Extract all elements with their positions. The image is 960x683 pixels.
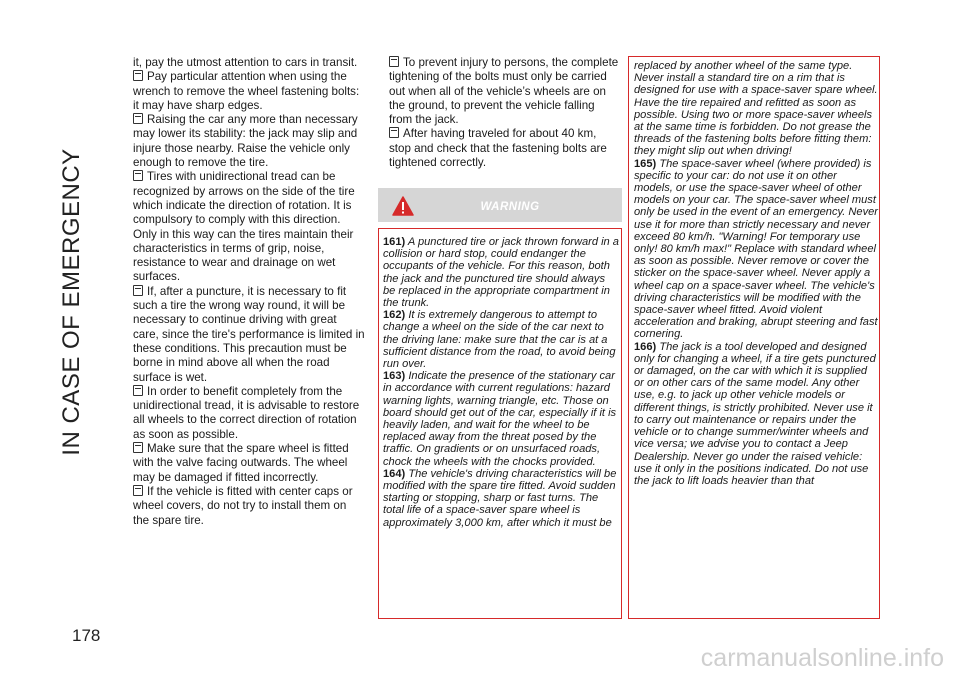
bullet-paragraph — [133, 113, 365, 170]
bullet-paragraph — [389, 56, 619, 127]
paragraph-text: Tires with unidirectional tread can be recognized by arrows on the side of the tire which indicate the direction of rotation. It is compulsory to comply with this direction. Only in this way can the tires maintain their characteristics in terms of grip, noise, resistance to wear and drainage on wet surfaces. — [133, 170, 355, 284]
paragraph-text: Raising the car any more than necessary may lower its stability: the jack may slip and injure those nearby. Raise the vehicle only enough to remove the tire. — [133, 113, 358, 170]
text-column-1 — [133, 56, 365, 528]
bullet-paragraph — [133, 485, 365, 528]
bullet-paragraph — [133, 70, 365, 113]
warning-item-number: 164) — [383, 467, 406, 480]
checkbox-bullet-icon — [133, 113, 143, 124]
paragraph — [133, 56, 365, 70]
checkbox-bullet-icon — [133, 285, 143, 296]
bullet-paragraph — [133, 170, 365, 284]
checkbox-bullet-icon — [133, 170, 143, 181]
warning-item-text: The space-saver wheel (where provided) is specific to your car: do not use it on other models, or use the space-saver wheel of other models on your car. The space-saver wheel must only be used in the event of an emergency. Never use it for more than strictly necessary and never exceed 80 km/h. "Warning! For temporary use only! 80 km/h max!" Replace with standard wheel as soon as possible. Never remove or cover the sticker on the space-saver wheel. Never apply a wheel cap on a space-saver wheel. The vehicle's driving characteristics will be modified with the space-saver wheel fitted. Avoid violent acceleration and braking, abrupt steering and fast cornering. — [634, 157, 879, 341]
warning-item — [383, 309, 619, 370]
checkbox-bullet-icon — [133, 442, 143, 453]
warning-item-number: 166) — [634, 340, 657, 353]
warning-item-text: The vehicle's driving characteristics will be modified with the spare tire fitted. Avoid sudden starting or stopping, sharp or fast turns. The total life of a space-saver spare wheel is approximately 3,000 km, after which it must be — [383, 467, 617, 529]
warning-items-right — [634, 60, 878, 487]
paragraph-text: If the vehicle is fitted with center caps or wheel covers, do not try to install them on the spare tire. — [133, 484, 353, 527]
warning-item — [634, 341, 878, 487]
warning-label: WARNING — [480, 201, 540, 213]
paragraph-text: Make sure that the spare wheel is fitted with the valve facing outwards. The wheel may be damaged if fitted incorrectly. — [133, 442, 349, 484]
section-title-text: IN CASE OF EMERGENCY — [58, 148, 85, 456]
page-number: 178 — [72, 626, 101, 645]
bullet-paragraph — [133, 442, 365, 485]
text-column-2 — [389, 56, 619, 170]
bullet-paragraph — [389, 127, 619, 170]
checkbox-bullet-icon — [133, 70, 143, 81]
paragraph-text: If, after a puncture, it is necessary to fit such a tire the wrong way round, it will be necessary to continue driving with great care, since the tire's performance is limited in these conditions. This precaution must be borne in mind above all when the road surface is wet. — [133, 284, 365, 384]
warning-item-text: It is extremely dangerous to attempt to change a wheel on the side of the car next to the driving lane: make sure that the car is at a sufficient distance from the road, to avoid being run over. — [383, 309, 616, 371]
bullet-paragraph — [133, 285, 365, 385]
bullet-paragraph — [133, 385, 365, 442]
checkbox-bullet-icon — [389, 127, 399, 138]
warning-item-text: Indicate the presence of the stationary car in accordance with current regulations: hazard warning lights, warning triangle, etc. Those on board should get out of the car, especially if it is heavily laden, and wait for the wheel to be replaced away from the threat posed by the traffic. On gradients or on unsurfaced roads, chock the wheels with the chocks provided. — [383, 370, 617, 468]
warning-item — [383, 370, 619, 468]
warning-continuation: replaced by another wheel of the same type. Never install a standard tire on a rim that is designed for use with a space-saver spare wheel. Have the tire repaired and refitted as soon as possible. Using two or more space-saver wheels at the same time is forbidden. Do not grease the threads of the fastening bolts before fitting them: they might slip out when driving! — [634, 60, 878, 158]
paragraph-text: it, pay the utmost attention to cars in transit. — [133, 56, 358, 69]
warning-items-left — [383, 236, 619, 529]
warning-item — [383, 468, 619, 529]
warning-item-number: 162) — [383, 309, 406, 322]
warning-item-text: A punctured tire or jack thrown forward in a collision or hard stop, could endanger the occupants of the vehicle. For this reason, both the jack and the punctured tire should always be replaced in the appropriate compartment in the trunk. — [383, 236, 619, 310]
warning-item — [634, 158, 878, 341]
paragraph-text: After having traveled for about 40 km, stop and check that the fastening bolts are tightened correctly. — [389, 127, 607, 170]
paragraph-text: To prevent injury to persons, the complete tightening of the bolts must only be carried out when all of the vehicle’s wheels are on the ground, to prevent the vehicle falling from the jack. — [389, 56, 619, 127]
warning-header — [378, 188, 622, 222]
paragraph-text: In order to benefit completely from the unidirectional tread, it is advisable to restore all wheels to the correct direction of rotation as soon as possible. — [133, 384, 360, 441]
checkbox-bullet-icon — [389, 56, 399, 67]
checkbox-bullet-icon — [133, 485, 143, 496]
warning-item-text: The jack is a tool developed and designed only for changing a wheel, if a tire gets punctured or damaged, on the car with which it is supplied or on other cars of the same model. Any other use, e.g. to jack up other vehicle models or different things, is strictly prohibited. Never use it to carry out maintenance or repairs under the vehicle or to change summer/winter wheels and vice versa; we advise you to contact a Jeep Dealership. Never go under the raised vehicle: use it only in the positions indicated. Do not use the jack to lift loads heavier than that — [634, 340, 876, 487]
warning-item-number: 161) — [383, 236, 406, 248]
watermark: carmanualsonline.info — [700, 644, 944, 672]
warning-item-number: 163) — [383, 370, 406, 383]
checkbox-bullet-icon — [133, 385, 143, 396]
warning-item-number: 165) — [634, 157, 657, 170]
warning-item — [383, 236, 619, 309]
paragraph-text: Pay particular attention when using the wrench to remove the wheel fastening bolts: it may have sharp edges. — [133, 70, 360, 112]
